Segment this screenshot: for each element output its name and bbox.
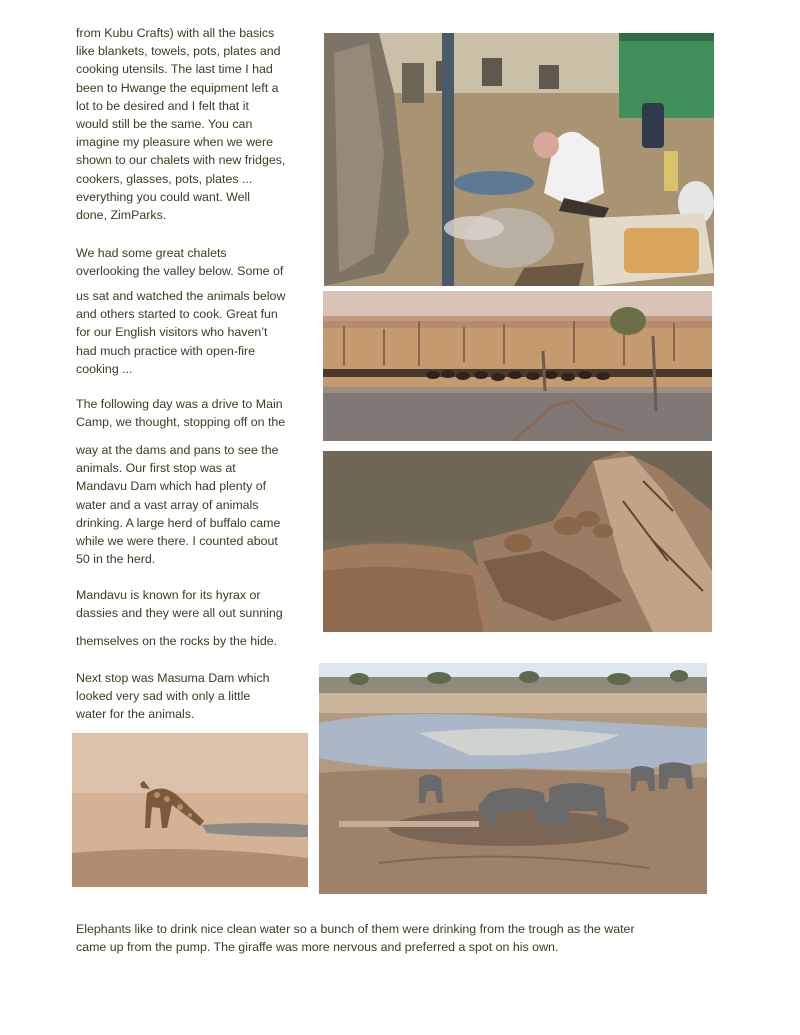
paragraph-elephants-giraffe: Elephants like to drink nice clean water so a bunch of them were drinking from the trough as the water came up from the pump. The giraffe was more nervous and preferred a spot on his own.: [76, 922, 635, 955]
paragraph-mandavu-dam: way at the dams and pans to see the animals. Our first stop was at Mandavu Dam which had plenty of water and a vast array of animals drinking. A large herd of buffalo came while we were there. I counted about 50 in the herd.: [76, 443, 281, 567]
paragraph-hyrax-rocks: themselves on the rocks by the hide.: [76, 634, 278, 648]
photo-elephants-waterhole: [319, 663, 707, 894]
photo-hyrax-rocks: [323, 451, 712, 632]
photo-campfire-cooking: [324, 33, 714, 286]
paragraph-chalet-equipment: from Kubu Crafts) with all the basics like blankets, towels, pots, plates and cooking utensils. The last time I had been to Hwange the equipment left a lot to be desired and I felt that it would still be the same. You can imagine my pleasure when we were shown to our chalets with new fridges, cookers, glasses, pots, plates ... everything you could want. Well done, ZimParks.: [76, 26, 286, 223]
paragraph-cooking: us sat and watched the animals below and others started to cook. Great fun for our English visitors who haven’t had much practice with open-fire cooking ...: [76, 289, 286, 376]
paragraph-drive-main-camp: The following day was a drive to Main Camp, we thought, stopping off on the: [76, 397, 286, 430]
photo-giraffe-drinking: [72, 733, 308, 887]
paragraph-masuma-dam: Next stop was Masuma Dam which looked very sad with only a little water for the animals.: [76, 671, 270, 722]
photo-buffalo-herd: [323, 291, 712, 441]
paragraph-hyrax: Mandavu is known for its hyrax or dassies and they were all out sunning: [76, 588, 283, 621]
paragraph-chalets-view: We had some great chalets overlooking the valley below. Some of: [76, 246, 284, 279]
